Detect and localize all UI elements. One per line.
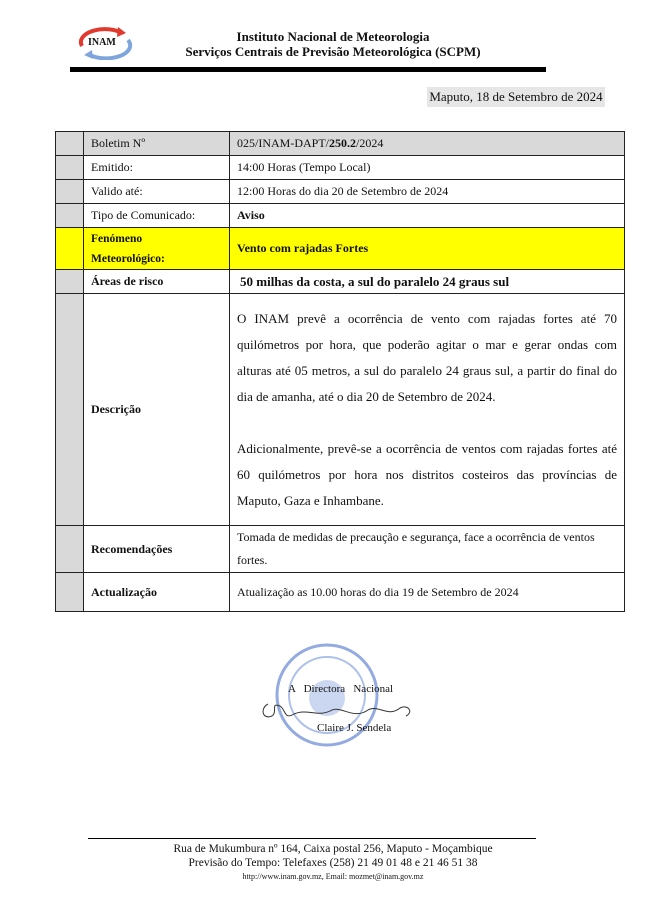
value-description bbox=[230, 294, 625, 526]
label-description: Descrição bbox=[84, 294, 230, 526]
service-name: Serviços Centrais de Previsão Meteorológica (SCPM) bbox=[185, 44, 481, 59]
description-paragraph-1: O INAM prevê a ocorrência de vento com rajadas fortes até 70 quilómetros por hora, que poderão agitar o mar e gerar ondas com alturas até 05 metros, a sul do paralelo 24 graus sul, a partir do final do dia de amanha, até o dia 20 de Setembro de 2024. bbox=[237, 310, 617, 404]
label-update: Actualização bbox=[84, 573, 230, 612]
header-rule bbox=[70, 67, 546, 72]
table-row-recommendations bbox=[56, 526, 625, 573]
value-bulletin-number: 025/INAM-DAPT/250.2/2024 bbox=[230, 132, 625, 156]
footer-rule bbox=[88, 838, 536, 839]
signature-block bbox=[252, 640, 432, 750]
footer-address: Rua de Mukumbura nº 164, Caixa postal 256, Maputo - Moçambique bbox=[173, 843, 493, 855]
value-issued: 14:00 Horas (Tempo Local) bbox=[230, 156, 625, 180]
table-row-update bbox=[56, 573, 625, 612]
table-row-description bbox=[56, 294, 625, 526]
label-issued: Emitido: bbox=[84, 156, 230, 180]
table-row-risk-areas bbox=[56, 270, 625, 294]
label-bulletin-number: Boletim Nº bbox=[84, 132, 230, 156]
table-row-type bbox=[56, 204, 625, 228]
label-type: Tipo de Comunicado: bbox=[84, 204, 230, 228]
value-phenomenon: Vento com rajadas Fortes bbox=[230, 228, 625, 270]
table-row-phenomenon bbox=[56, 228, 625, 270]
table-row-valid-until bbox=[56, 180, 625, 204]
label-valid-until: Valido até: bbox=[84, 180, 230, 204]
signatory-name: Claire J. Sendela bbox=[317, 722, 392, 734]
footer-phone: Previsão do Tempo: Telefaxes (258) 21 49 01 48 e 21 46 51 38 bbox=[188, 857, 478, 869]
value-risk-areas: 50 milhas da costa, a sul do paralelo 24 graus sul bbox=[230, 270, 625, 294]
value-valid-until: 12:00 Horas do dia 20 de Setembro de 2024 bbox=[230, 180, 625, 204]
bulletin-table bbox=[55, 131, 625, 612]
value-update: Atualização as 10.00 horas do dia 19 de Setembro de 2024 bbox=[230, 573, 625, 612]
signatory-title: A Directora Nacional bbox=[288, 683, 394, 695]
table-row-bulletin-number bbox=[56, 132, 625, 156]
footer-web: http://www.inam.gov.mz, Email: mozmet@inam.gov.mz bbox=[242, 872, 424, 881]
value-recommendations: Tomada de medidas de precaução e segurança, face a ocorrência de ventos fortes. bbox=[230, 526, 625, 573]
value-type: Aviso bbox=[230, 204, 625, 228]
table-row-issued bbox=[56, 156, 625, 180]
description-paragraph-2: Adicionalmente, prevê-se a ocorrência de ventos com rajadas fortes até 60 quilómetros por hora nos distritos costeiros das províncias de Maputo, Gaza e Inhambane. bbox=[237, 440, 617, 508]
logo-text: INAM bbox=[88, 37, 116, 48]
document-date: Maputo, 18 de Setembro de 2024 bbox=[427, 87, 605, 107]
label-risk-areas: Áreas de risco bbox=[84, 270, 230, 294]
institute-name: Instituto Nacional de Meteorologia bbox=[236, 29, 430, 44]
label-recommendations: Recomendações bbox=[84, 526, 230, 573]
label-phenomenon: Fenómeno Meteorológico: bbox=[84, 228, 230, 270]
